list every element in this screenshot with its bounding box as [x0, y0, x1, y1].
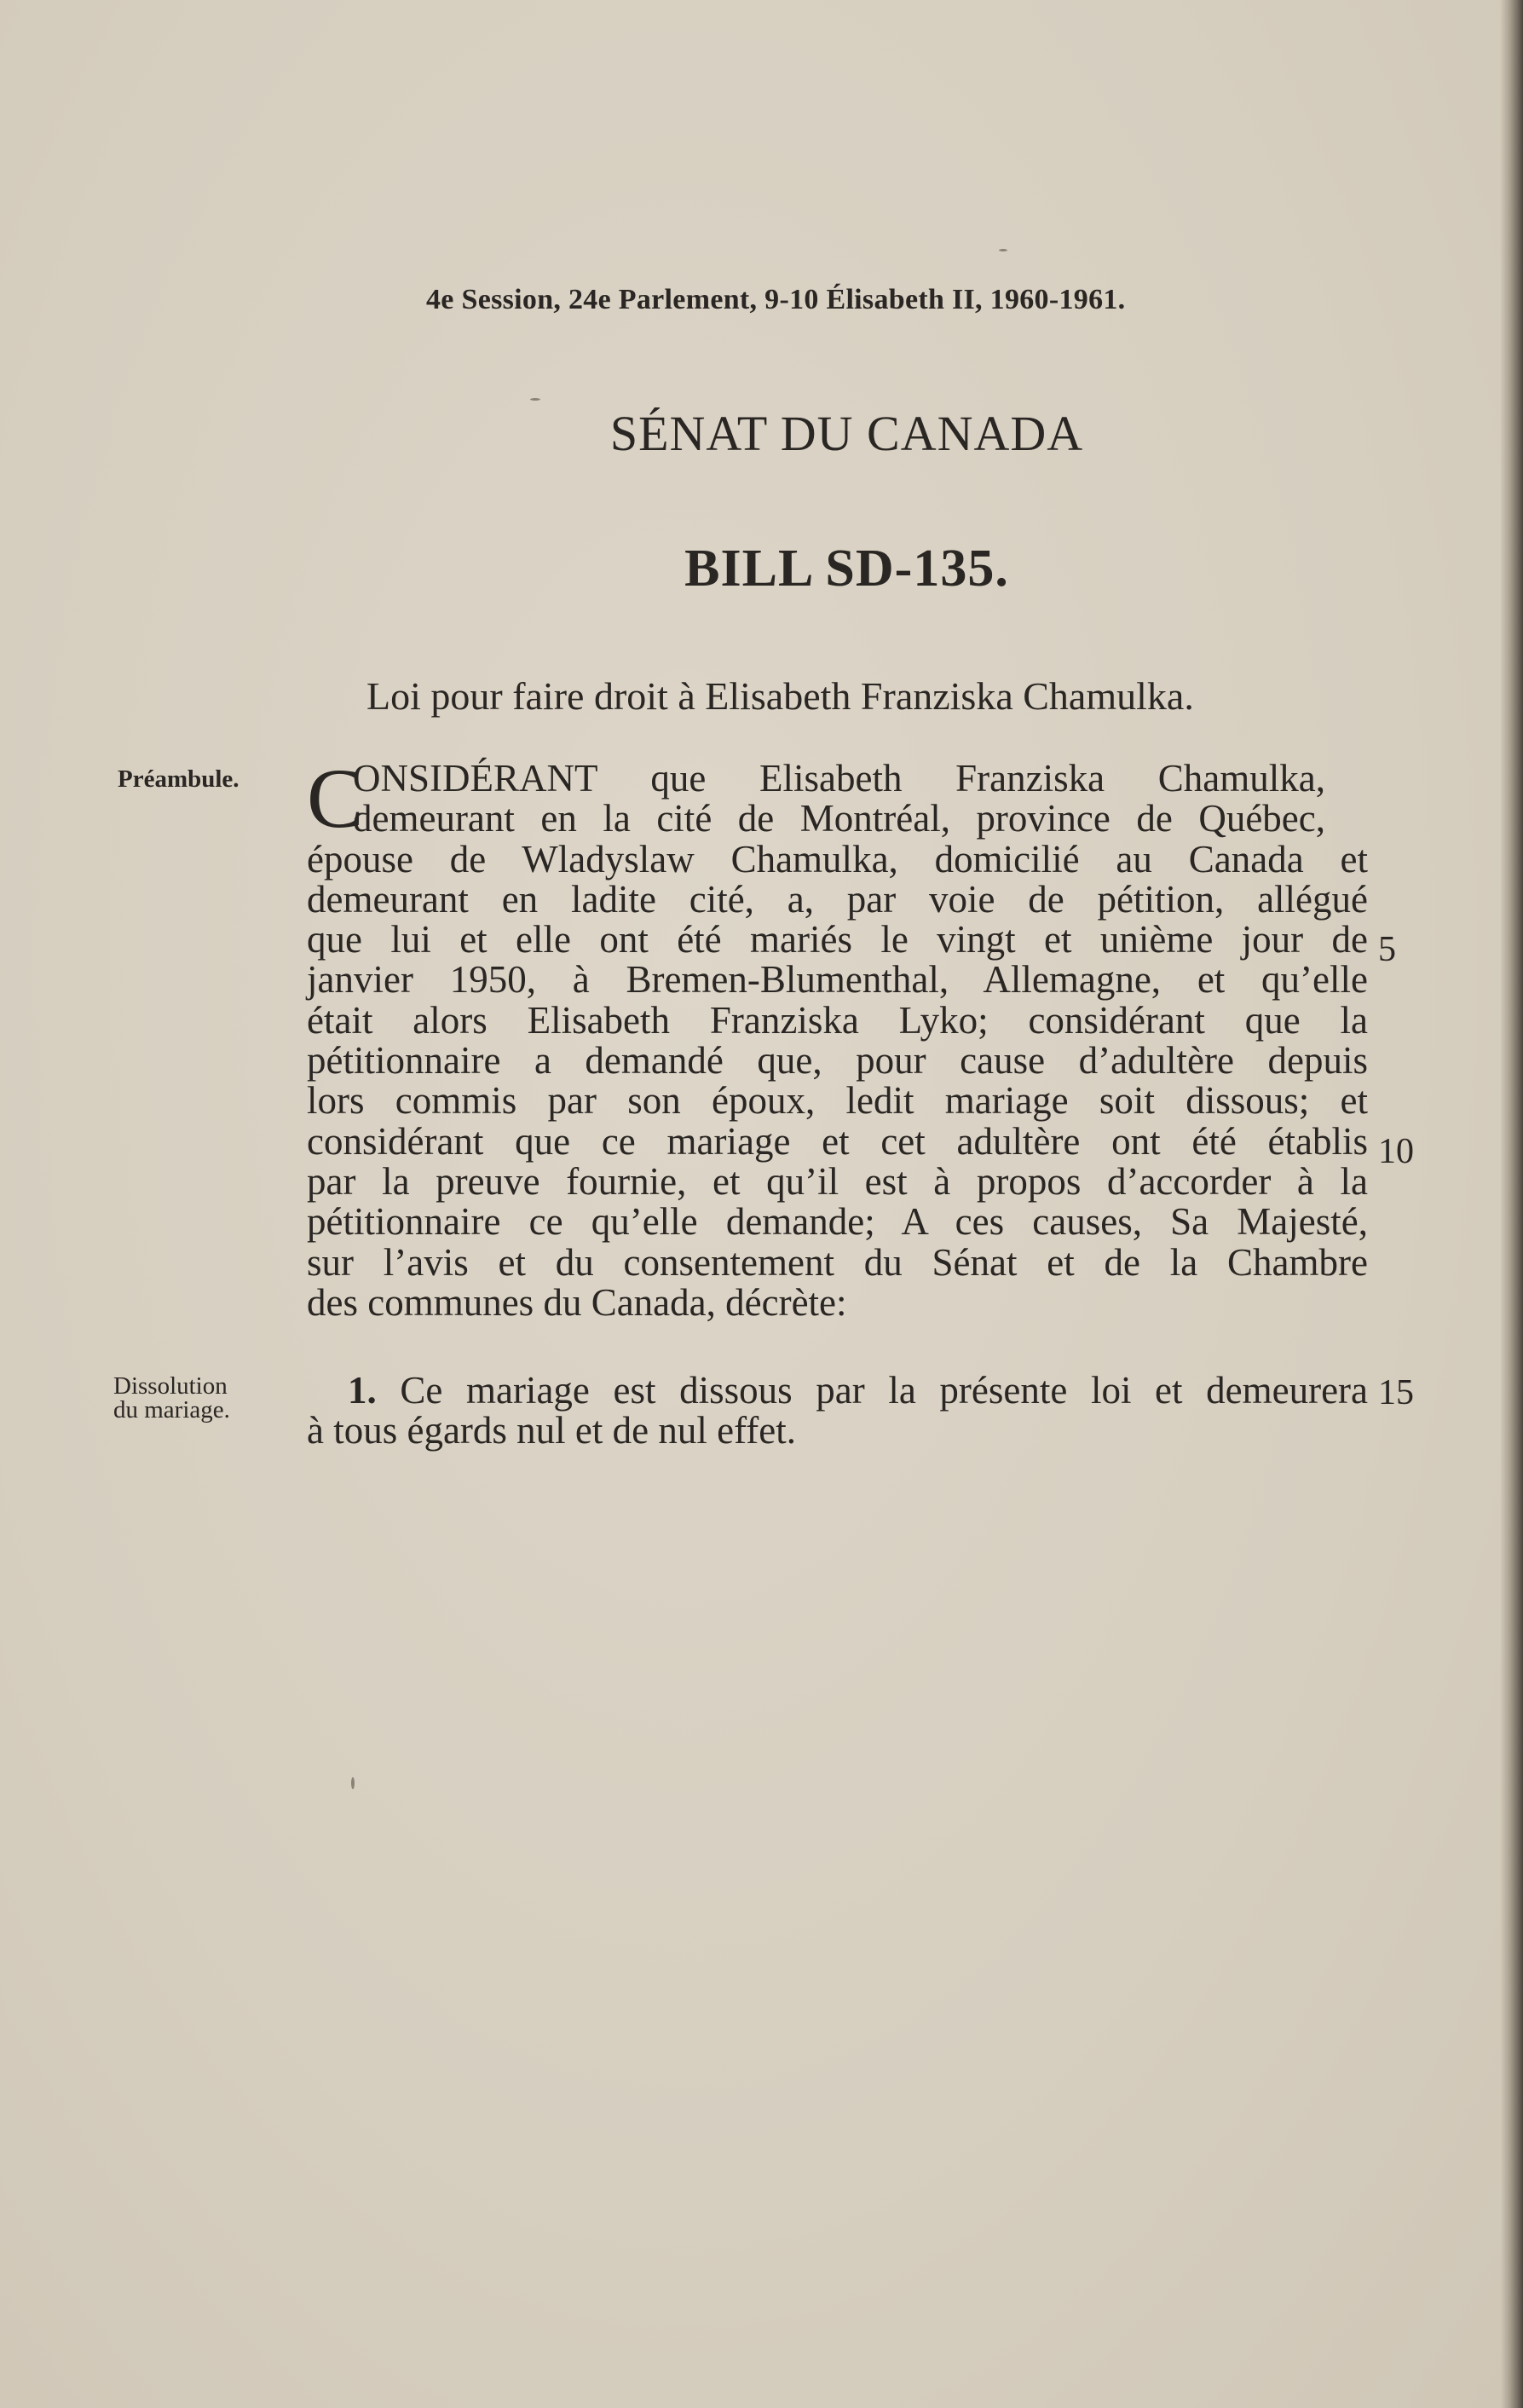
preamble-line: pétitionnaire a demandé que, pour cause d’adultère depuis: [307, 1039, 1368, 1083]
preamble-line: sur l’avis et du consentement du Sénat et de la Chambre: [307, 1240, 1368, 1284]
margin-note-dissolution-line1: Dissolution: [113, 1372, 228, 1400]
line-number-10: 10: [1378, 1132, 1414, 1171]
preamble-line: ONSIDÉRANT que Elisabeth Franziska Chamulka,: [353, 757, 1325, 800]
page-binding-edge: [1501, 0, 1523, 2408]
margin-note-preamble: Préambule.: [118, 765, 239, 793]
paper-speck: [999, 249, 1007, 251]
act-title: Loi pour faire droit à Elisabeth Franziska Chamulka.: [366, 674, 1194, 718]
paper-speck: [351, 1777, 355, 1789]
margin-note-dissolution: [113, 1374, 230, 1422]
preamble-paragraph: [307, 751, 1368, 1324]
preamble-line: lors commis par son époux, ledit mariage soit dissous; et: [307, 1079, 1368, 1123]
preamble-line: janvier 1950, à Bremen-Blumenthal, Allemagne, et qu’elle: [307, 958, 1368, 1002]
preamble-line: était alors Elisabeth Franziska Lyko; considérant que la: [307, 998, 1368, 1042]
session-header: 4e Session, 24e Parlement, 9-10 Élisabeth II, 1960-1961.: [426, 284, 1126, 315]
preamble-line: considérant que ce mariage et cet adultère ont été établis: [307, 1119, 1368, 1163]
margin-note-dissolution-line2: du mariage.: [113, 1396, 230, 1423]
bill-number: BILL SD-135.: [684, 540, 1009, 598]
preamble-line: que lui et elle ont été mariés le vingt et unième jour de: [307, 918, 1368, 961]
preamble-line: par la preuve fournie, et qu’il est à propos d’accorder à la: [307, 1159, 1368, 1203]
line-number-15: 15: [1378, 1373, 1414, 1412]
line-number-5: 5: [1378, 930, 1396, 969]
preamble-line: épouse de Wladyslaw Chamulka, domicilié au Canada et: [307, 837, 1368, 881]
paper-speck: [530, 398, 540, 401]
preamble-line: des communes du Canada, décrète:: [307, 1280, 847, 1324]
preamble-line: demeurant en la cité de Montréal, province de Québec,: [353, 797, 1325, 840]
preamble-line: demeurant en ladite cité, a, par voie de pétition, allégué: [307, 877, 1368, 921]
section-1-text-1: Ce mariage est dissous par la présente loi et demeurera: [400, 1369, 1369, 1412]
section-1-line-2: à tous égards nul et de nul effet.: [307, 1409, 796, 1452]
section-1-line-1: [307, 1371, 1368, 1411]
section-number: 1.: [348, 1369, 377, 1412]
preamble-line: pétitionnaire ce qu’elle demande; A ces causes, Sa Majesté,: [307, 1200, 1368, 1244]
drop-cap: C: [307, 751, 364, 846]
section-1: [307, 1371, 1368, 1452]
chamber-title: SÉNAT DU CANADA: [609, 406, 1084, 461]
